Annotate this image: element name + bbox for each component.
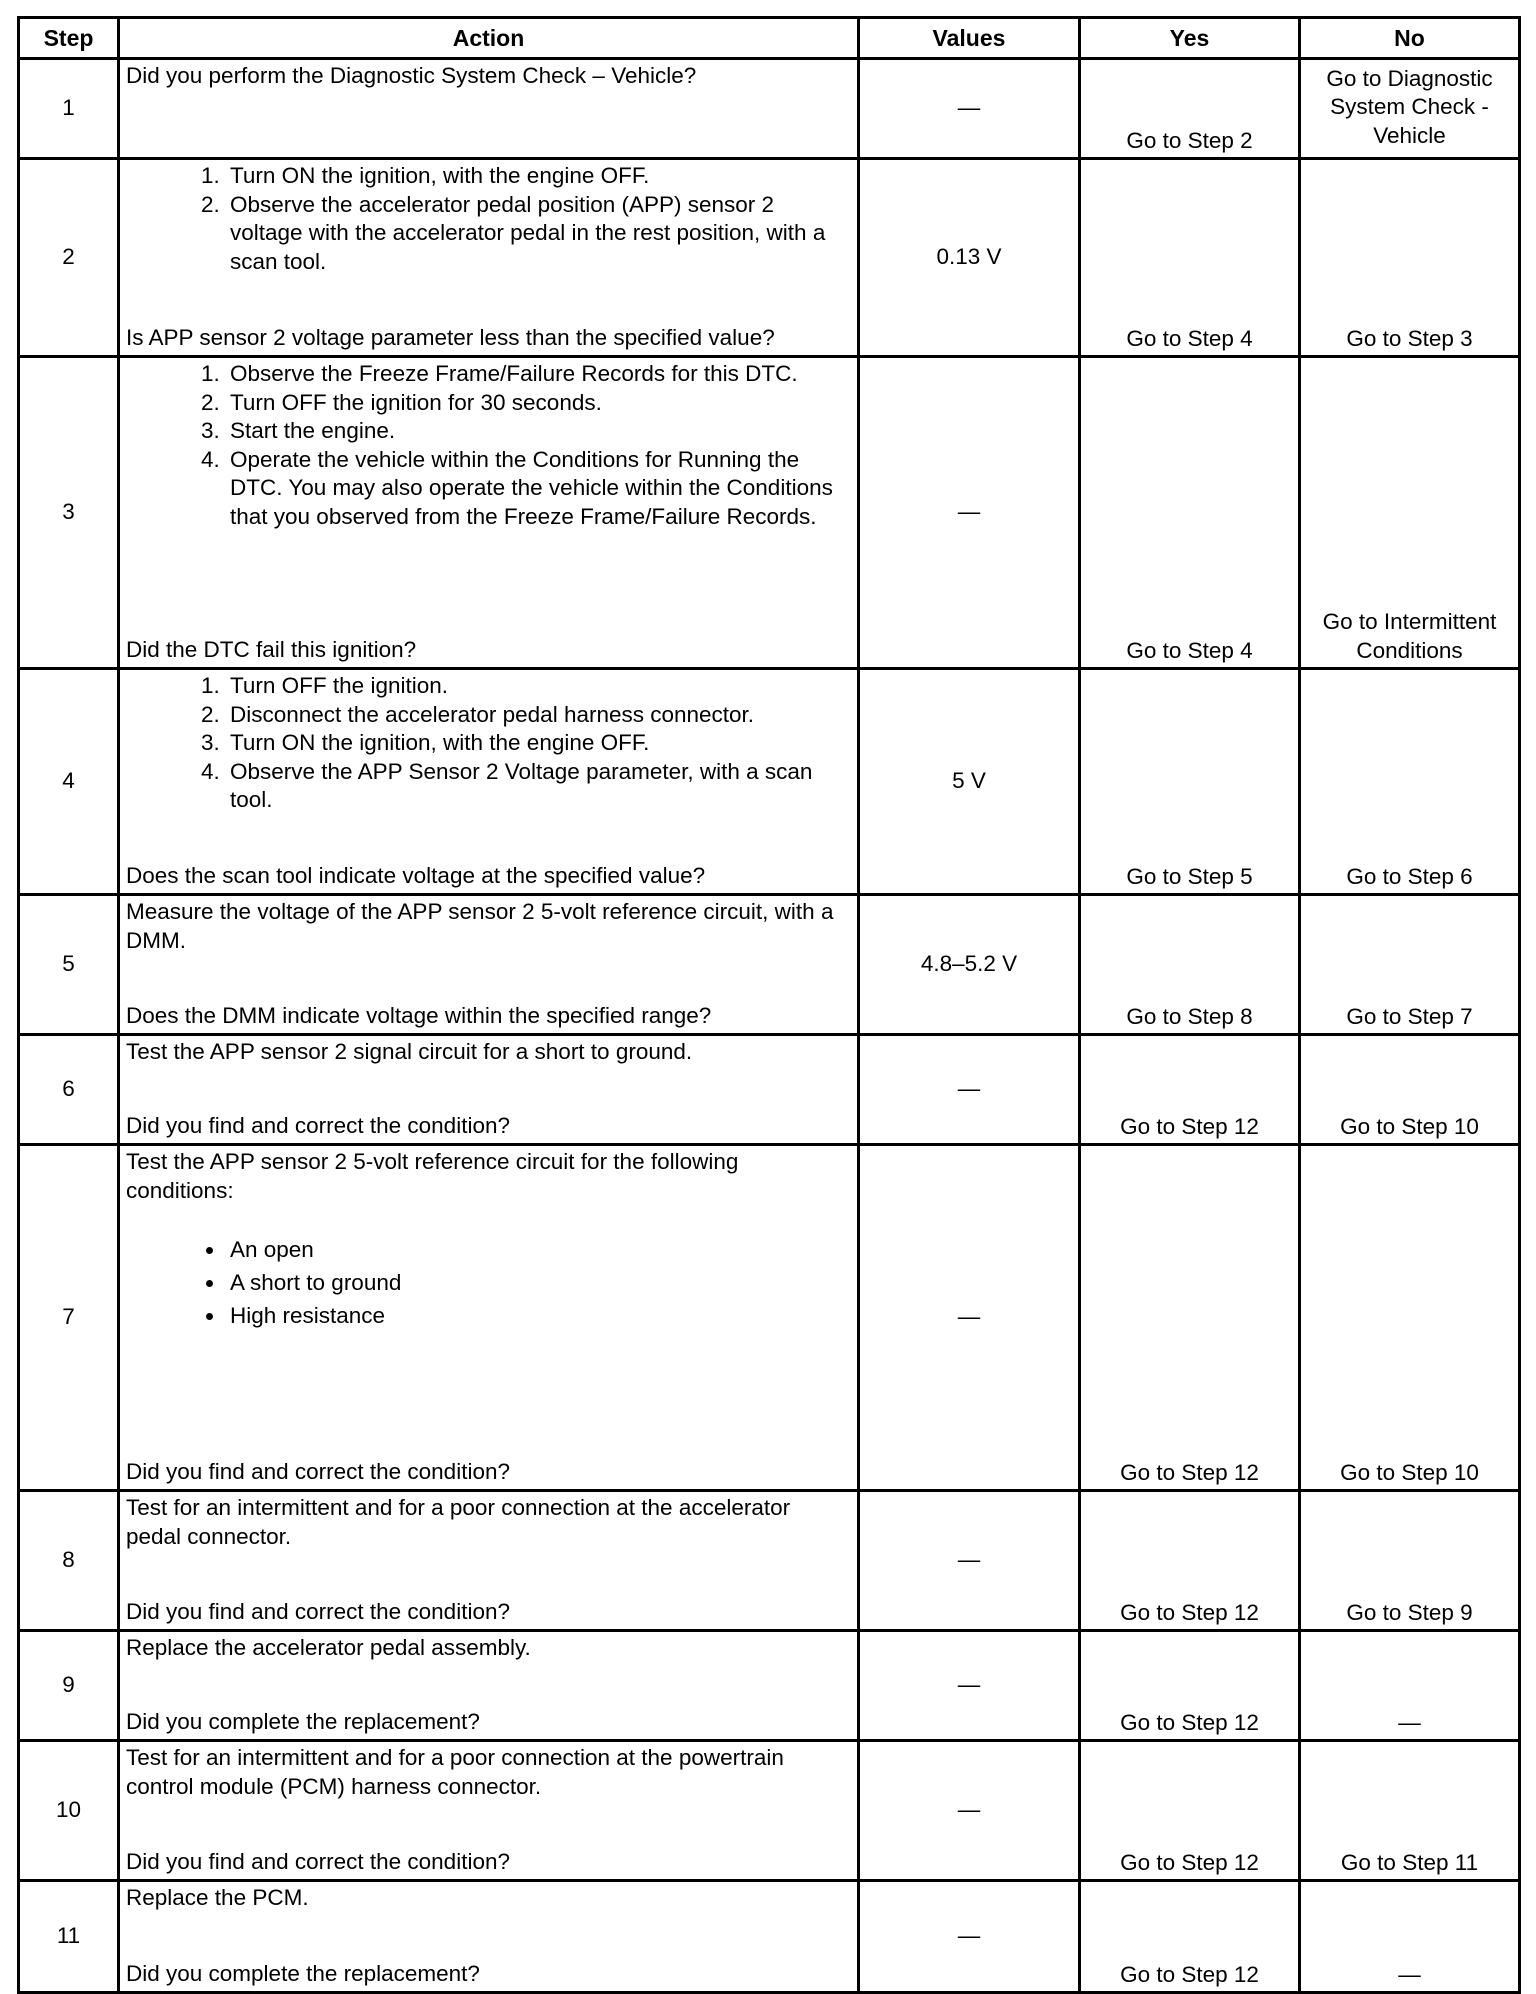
question-text: Does the scan tool indicate voltage at the specified value? xyxy=(126,862,706,888)
value-cell: — xyxy=(859,357,1080,669)
table-row xyxy=(19,59,1520,159)
question-text: Did you find and correct the condition? xyxy=(126,1848,510,1874)
table-row xyxy=(19,669,1520,895)
list-item: 1. Observe the Freeze Frame/Failure Records for this DTC. xyxy=(226,360,851,389)
action-text: Test for an intermittent and for a poor connection at the powertrain control module (PCM) harness connector. xyxy=(126,1745,784,1799)
action-text: Test for an intermittent and for a poor connection at the accelerator pedal connector. xyxy=(126,1495,791,1549)
table-row xyxy=(19,1491,1520,1631)
action-cell xyxy=(119,1881,859,1993)
no-cell: Go to Step 6 xyxy=(1300,669,1520,895)
list-item: 4. Observe the APP Sensor 2 Voltage parameter, with a scan tool. xyxy=(226,758,851,815)
list-item: 2. Observe the accelerator pedal position (APP) sensor 2 voltage with the accelerator pedal in the rest position, with a scan tool. xyxy=(226,191,851,277)
question-text: Does the DMM indicate voltage within the specified range? xyxy=(126,1002,712,1028)
step-number: 8 xyxy=(19,1491,119,1631)
step-number: 3 xyxy=(19,357,119,669)
action-text: Replace the PCM. xyxy=(126,1885,309,1910)
no-cell: — xyxy=(1300,1881,1520,1993)
list-item: 1. Turn OFF the ignition. xyxy=(226,672,851,701)
list-item: 4. Operate the vehicle within the Conditions for Running the DTC. You may also operate the vehicle within the Conditions that you observed from the Freeze Frame/Failure Records. xyxy=(226,446,851,532)
table-row xyxy=(19,357,1520,669)
no-cell: Go to Step 7 xyxy=(1300,895,1520,1035)
step-number: 2 xyxy=(19,159,119,357)
yes-cell: Go to Step 5 xyxy=(1080,669,1300,895)
procedure-list xyxy=(126,672,851,815)
table-row xyxy=(19,1881,1520,1993)
action-cell xyxy=(119,895,859,1035)
list-item: 3. Turn ON the ignition, with the engine OFF. xyxy=(226,729,851,758)
procedure-list xyxy=(126,162,851,276)
yes-cell: Go to Step 12 xyxy=(1080,1145,1300,1491)
no-cell: Go to Step 9 xyxy=(1300,1491,1520,1631)
no-cell: — xyxy=(1300,1631,1520,1741)
no-cell: Go to Step 3 xyxy=(1300,159,1520,357)
value-cell: — xyxy=(859,59,1080,159)
yes-cell: Go to Step 12 xyxy=(1080,1035,1300,1145)
question-text: Is APP sensor 2 voltage parameter less than the specified value? xyxy=(126,324,775,350)
procedure-list xyxy=(126,360,851,531)
step-number: 4 xyxy=(19,669,119,895)
question-text: Did you find and correct the condition? xyxy=(126,1598,510,1624)
no-cell: Go to Step 11 xyxy=(1300,1741,1520,1881)
step-number: 1 xyxy=(19,59,119,159)
question-text: Did you complete the replacement? xyxy=(126,1708,480,1734)
list-item: 1. Turn ON the ignition, with the engine OFF. xyxy=(226,162,851,191)
step-number: 10 xyxy=(19,1741,119,1881)
header-yes: Yes xyxy=(1080,18,1300,59)
list-item: • High resistance xyxy=(226,1299,851,1332)
list-item: 3. Start the engine. xyxy=(226,417,851,446)
table-row xyxy=(19,1741,1520,1881)
value-cell: 5 V xyxy=(859,669,1080,895)
table-row xyxy=(19,895,1520,1035)
header-values: Values xyxy=(859,18,1080,59)
action-cell xyxy=(119,1491,859,1631)
no-cell: Go to Diagnostic System Check - Vehicle xyxy=(1300,59,1520,159)
action-text: Did you perform the Diagnostic System Check – Vehicle? xyxy=(126,63,697,88)
value-cell: 0.13 V xyxy=(859,159,1080,357)
step-number: 9 xyxy=(19,1631,119,1741)
condition-list xyxy=(126,1233,851,1332)
step-number: 6 xyxy=(19,1035,119,1145)
list-item: • A short to ground xyxy=(226,1266,851,1299)
no-cell: Go to Intermittent Conditions xyxy=(1300,357,1520,669)
action-text: Measure the voltage of the APP sensor 2 5-volt reference circuit, with a DMM. xyxy=(126,899,834,953)
list-item: • An open xyxy=(226,1233,851,1266)
value-cell: — xyxy=(859,1631,1080,1741)
no-cell: Go to Step 10 xyxy=(1300,1035,1520,1145)
action-cell xyxy=(119,159,859,357)
value-cell: 4.8–5.2 V xyxy=(859,895,1080,1035)
action-cell xyxy=(119,669,859,895)
yes-cell: Go to Step 12 xyxy=(1080,1881,1300,1993)
value-cell: — xyxy=(859,1145,1080,1491)
step-number: 5 xyxy=(19,895,119,1035)
yes-cell: Go to Step 12 xyxy=(1080,1631,1300,1741)
yes-cell: Go to Step 12 xyxy=(1080,1491,1300,1631)
step-number: 11 xyxy=(19,1881,119,1993)
question-text: Did the DTC fail this ignition? xyxy=(126,636,417,662)
header-step: Step xyxy=(19,18,119,59)
yes-cell: Go to Step 4 xyxy=(1080,159,1300,357)
step-number: 7 xyxy=(19,1145,119,1491)
question-text: Did you complete the replacement? xyxy=(126,1960,480,1986)
action-cell xyxy=(119,357,859,669)
action-text: Test the APP sensor 2 5-volt reference circuit for the following conditions: xyxy=(126,1149,739,1203)
value-cell: — xyxy=(859,1741,1080,1881)
no-cell: Go to Step 10 xyxy=(1300,1145,1520,1491)
diagnostic-table xyxy=(17,16,1521,1994)
action-text: Test the APP sensor 2 signal circuit for a short to ground. xyxy=(126,1039,693,1064)
table-row xyxy=(19,1145,1520,1491)
header-row xyxy=(19,18,1520,59)
yes-cell: Go to Step 8 xyxy=(1080,895,1300,1035)
action-cell xyxy=(119,1145,859,1491)
header-no: No xyxy=(1300,18,1520,59)
table-row xyxy=(19,1035,1520,1145)
table-row xyxy=(19,159,1520,357)
value-cell: — xyxy=(859,1491,1080,1631)
yes-cell: Go to Step 4 xyxy=(1080,357,1300,669)
list-item: 2. Turn OFF the ignition for 30 seconds. xyxy=(226,389,851,418)
value-cell: — xyxy=(859,1035,1080,1145)
table-row xyxy=(19,1631,1520,1741)
action-cell xyxy=(119,59,859,159)
action-text: Replace the accelerator pedal assembly. xyxy=(126,1635,531,1660)
question-text: Did you find and correct the condition? xyxy=(126,1458,510,1484)
action-cell xyxy=(119,1035,859,1145)
question-text: Did you find and correct the condition? xyxy=(126,1112,510,1138)
value-cell: — xyxy=(859,1881,1080,1993)
header-action: Action xyxy=(119,18,859,59)
list-item: 2. Disconnect the accelerator pedal harness connector. xyxy=(226,701,851,730)
yes-cell: Go to Step 2 xyxy=(1080,59,1300,159)
yes-cell: Go to Step 12 xyxy=(1080,1741,1300,1881)
action-cell xyxy=(119,1631,859,1741)
action-cell xyxy=(119,1741,859,1881)
